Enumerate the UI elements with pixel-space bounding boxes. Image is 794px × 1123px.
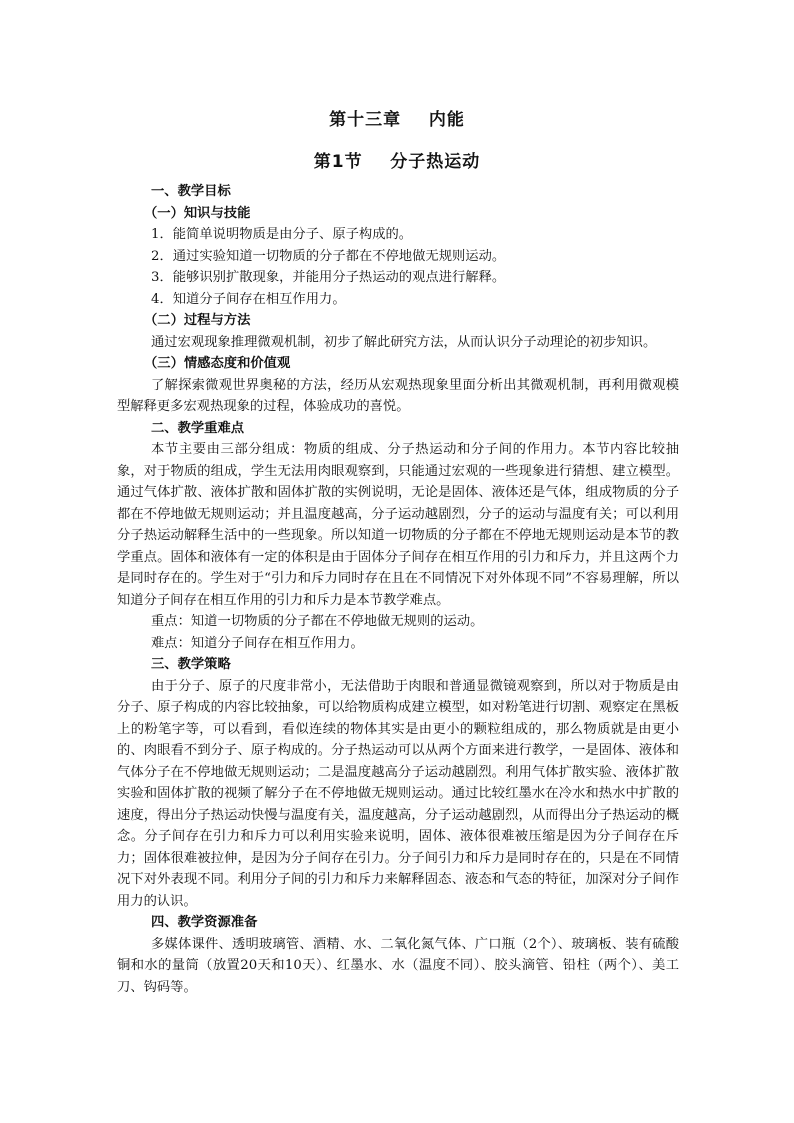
key-points-heading: 二、教学重难点 [151, 420, 245, 436]
chapter-title: 第十三章 内能 [329, 110, 465, 130]
goals-heading: 一、教学目标 [151, 184, 231, 199]
knowledge-item: 2．通过实验知道一切物质的分子都在不停地做无规则运动。 [151, 248, 506, 264]
strategy-heading: 三、教学策略 [151, 657, 231, 672]
document-body [117, 181, 679, 998]
knowledge-item: 4．知道分子间存在相互作用力。 [151, 291, 346, 307]
resources-heading: 四、教学资源准备 [151, 915, 258, 930]
attitude-text: 了解探索微观世界奥秘的方法，经历从宏观热现象里面分析出其微观机制，再利用微观模型解释更多宏观热现象的过程，体验成功的喜悦。 [117, 377, 679, 414]
strategy-text: 由于分子、原子的尺度非常小，无法借助于肉眼和普通显微镜观察到，所以对于物质是由分子、原子构成的内容比较抽象，可以给物质构成建立模型，如对粉笔进行切割、观察定在黑板上的粉笔字等，可以看到，看似连续的物体其实是由更小的颗粒组成的，那么物质就是由更小的、肉眼看不到分子、原子构成的。分子热运动可以从两个方面来进行教学，一是固体、液体和气体分子在不停地做无规则运动；二是温度越高分子运动越剧烈。利用气体扩散实验、液体扩散实验和固体扩散的视频了解分子在不停地做无规则运动。通过比较红墨水在冷水和热水中扩散的速度，得出分子热运动快慢与温度有关，温度越高，分子运动越剧烈，从而得出分子热运动的概念。分子间存在引力和斥力可以利用实验来说明，固体、液体很难被压缩是因为分子间存在斥力；固体很难被拉伸，是因为分子间存在引力。分子间引力和斥力是同时存在的，只是在不同情况下对外表现不同。利用分子间的引力和斥力来解释固态、液态和气态的特征，加深对分子间作用力的认识。 [117, 678, 679, 909]
process-text: 通过宏观现象推理微观机制，初步了解此研究方法，从而认识分子动理论的初步知识。 [151, 334, 657, 350]
knowledge-item: 3．能够识别扩散现象，并能用分子热运动的观点进行解释。 [151, 270, 506, 285]
knowledge-heading: （一）知识与技能 [144, 205, 251, 221]
knowledge-item: 1．能简单说明物质是由分子、原子构成的。 [151, 227, 413, 242]
key-points-text: 本节主要由三部分组成：物质的组成、分子热运动和分子间的作用力。本节内容比较抽象，对于物质的组成，学生无法用肉眼观察到，只能通过宏观的一些现象进行猜想、建立模型。通过气体扩散、液体扩散和固体扩散的实例说明，无论是固体、液体还是气体，组成物质的分子都在不停地做无规则运动；并且温度越高，分子运动越剧烈，分子的运动与温度有关；可以利用分子热运动解释生活中的一些现象。所以知道一切物质的分子都在不停地无规则运动是本节的教学重点。固体和液体有一定的体积是由于固体分子间存在相互作用的引力和斥力，并且这两个力是同时存在的。学生对于“引力和斥力同时存在且在不同情况下对外体现不同”不容易理解，所以知道分子间存在相互作用的引力和斥力是本节教学难点。 [117, 442, 679, 608]
resources-text: 多媒体课件、透明玻璃管、酒精、水、二氧化氮气体、广口瓶（2个）、玻璃板、装有硫酸铜和水的量筒（放置20天和10天）、红墨水、水（温度不同）、胶头滴管、铅柱（两个）、美工刀、钩码等。 [117, 936, 679, 995]
process-heading: （二）过程与方法 [144, 313, 251, 328]
attitude-heading: （三）情感态度和价值观 [144, 356, 291, 371]
focus-line: 重点：知道一切物质的分子都在不停地做无规则的运动。 [151, 614, 484, 629]
section-title: 第1节 分子热运动 [313, 152, 481, 172]
difficulty-line: 难点：知道分子间存在相互作用力。 [151, 635, 364, 651]
